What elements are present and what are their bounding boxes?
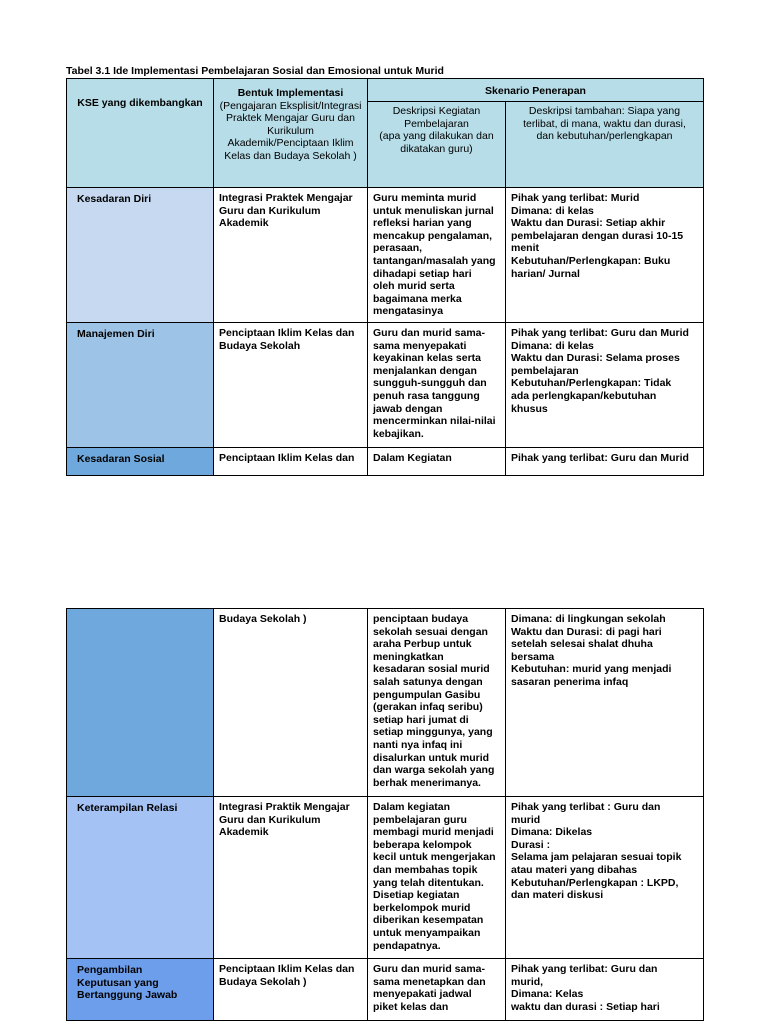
kse-cell <box>67 323 214 448</box>
tambahan-cell: Pihak yang terlibat: Guru dan murid, Dimana: Kelas waktu dan durasi : Setiap hari <box>506 959 704 1021</box>
bentuk-cell: Integrasi Praktek Mengajar Guru dan Kurikulum Akademik <box>214 188 368 323</box>
deskripsi-cell: Guru meminta murid untuk menuliskan jurnal refleksi harian yang mencakup pengalaman, perasaan, tantangan/masalah yang dihadapi setiap hari oleh murid serta bagaimana merka mengatasinya <box>368 188 506 323</box>
kse-cell <box>67 448 214 476</box>
header-skenario-label: Skenario Penerapan <box>485 85 586 97</box>
deskripsi-cell: Guru dan murid sama- sama menyepakati keyakinan kelas serta menjalankan dengan sungguh-sungguh dan penuh rasa tanggung jawab dengan mencerminkan nilai-nilai kebajikan. <box>368 323 506 448</box>
header-bentuk-title: Bentuk Implementasi <box>237 87 344 99</box>
tambahan-cell: Pihak yang terlibat: Murid Dimana: di kelas Waktu dan Durasi: Setiap akhir pembelajaran dengan durasi 10-15 menit Kebutuhan/Perlengkapan: Buku harian/ Jurnal <box>506 188 704 323</box>
kse-cell <box>67 797 214 959</box>
table-row <box>67 797 704 959</box>
kse-label: Kesadaran Diri <box>77 193 152 205</box>
kse-cell <box>67 188 214 323</box>
bentuk-cell: Penciptaan Iklim Kelas dan Budaya Sekolah ) <box>214 959 368 1021</box>
deskripsi-cell: penciptaan budaya sekolah sesuai dengan araha Perbup untuk meningkatkan kesadaran sosial murid salah satunya dengan pengumpulan Gasibu (gerakan infaq seribu) setiap hari jumat di setiap minggunya, yang nanti nya infaq ini disalurkan untuk murid dan warga sekolah yang berhak menerimanya. <box>368 609 506 797</box>
kse-label: Pengambilan Keputusan yang Bertanggung Jawab <box>77 964 178 1002</box>
deskripsi-cell: Dalam Kegiatan <box>368 448 506 476</box>
header-skenario <box>368 79 704 102</box>
kse-label: Kesadaran Sosial <box>77 453 165 465</box>
deskripsi-cell: Dalam kegiatan pembelajaran guru membagi murid menjadi beberapa kelompok kecil untuk mengerjakan dan membahas topik yang telah ditentukan. Disetiap kegiatan berkelompok murid diberikan kesempatan untuk menyampaikan pendapatnya. <box>368 797 506 959</box>
bentuk-cell: Budaya Sekolah ) <box>214 609 368 797</box>
deskripsi-cell: Guru dan murid sama- sama menetapkan dan menyepakati jadwal piket kelas dan <box>368 959 506 1021</box>
bentuk-cell: Penciptaan Iklim Kelas dan <box>214 448 368 476</box>
table-row <box>67 188 704 323</box>
tambahan-cell: Pihak yang terlibat: Guru dan Murid Dimana: di kelas Waktu dan Durasi: Selama proses pembelajaran Kebutuhan/Perlengkapan: Tidak ada perlengkapan/kebutuhan khusus <box>506 323 704 448</box>
table-row <box>67 323 704 448</box>
kse-label: Manajemen Diri <box>77 328 155 340</box>
tambahan-cell: Dimana: di lingkungan sekolah Waktu dan Durasi: di pagi hari setelah selesai shalat dhuha bersama Kebutuhan: murid yang menjadi sasaran penerima infaq <box>506 609 704 797</box>
table-row <box>67 609 704 797</box>
header-bentuk-subtitle: (Pengajaran Eksplisit/Integrasi Praktek Mengajar Guru dan Kurikulum Akademik/Penciptaan Iklim Kelas dan Budaya Sekolah ) <box>219 99 362 162</box>
header-tambahan <box>506 102 704 188</box>
header-bentuk <box>214 79 368 188</box>
header-deskripsi-label: Deskripsi Kegiatan Pembelajaran (apa yang dilakukan dan dikatakan guru) <box>379 105 494 155</box>
header-kse-label: KSE yang dikembangkan <box>77 97 203 109</box>
implementation-table-part-2 <box>66 608 704 1021</box>
table-row <box>67 448 704 476</box>
kse-cell <box>67 959 214 1021</box>
kse-label: Keterampilan Relasi <box>77 802 178 814</box>
table-row <box>67 959 704 1021</box>
implementation-table-part-1 <box>66 78 704 476</box>
table-caption: Tabel 3.1 Ide Implementasi Pembelajaran Sosial dan Emosional untuk Murid <box>66 65 444 77</box>
header-kse <box>67 79 214 188</box>
header-tambahan-label: Deskripsi tambahan: Siapa yang terlibat, di mana, waktu dan durasi, dan kebutuhan/perlengkapan <box>523 105 686 143</box>
bentuk-cell: Integrasi Praktik Mengajar Guru dan Kurikulum Akademik <box>214 797 368 959</box>
kse-cell <box>67 609 214 797</box>
bentuk-cell: Penciptaan Iklim Kelas dan Budaya Sekolah <box>214 323 368 448</box>
header-deskripsi <box>368 102 506 188</box>
tambahan-cell: Pihak yang terlibat : Guru dan murid Dimana: Dikelas Durasi : Selama jam pelajaran sesuai topik atau materi yang dibahas Kebutuhan/Perlengkapan : LKPD, dan materi diskusi <box>506 797 704 959</box>
tambahan-cell: Pihak yang terlibat: Guru dan Murid <box>506 448 704 476</box>
